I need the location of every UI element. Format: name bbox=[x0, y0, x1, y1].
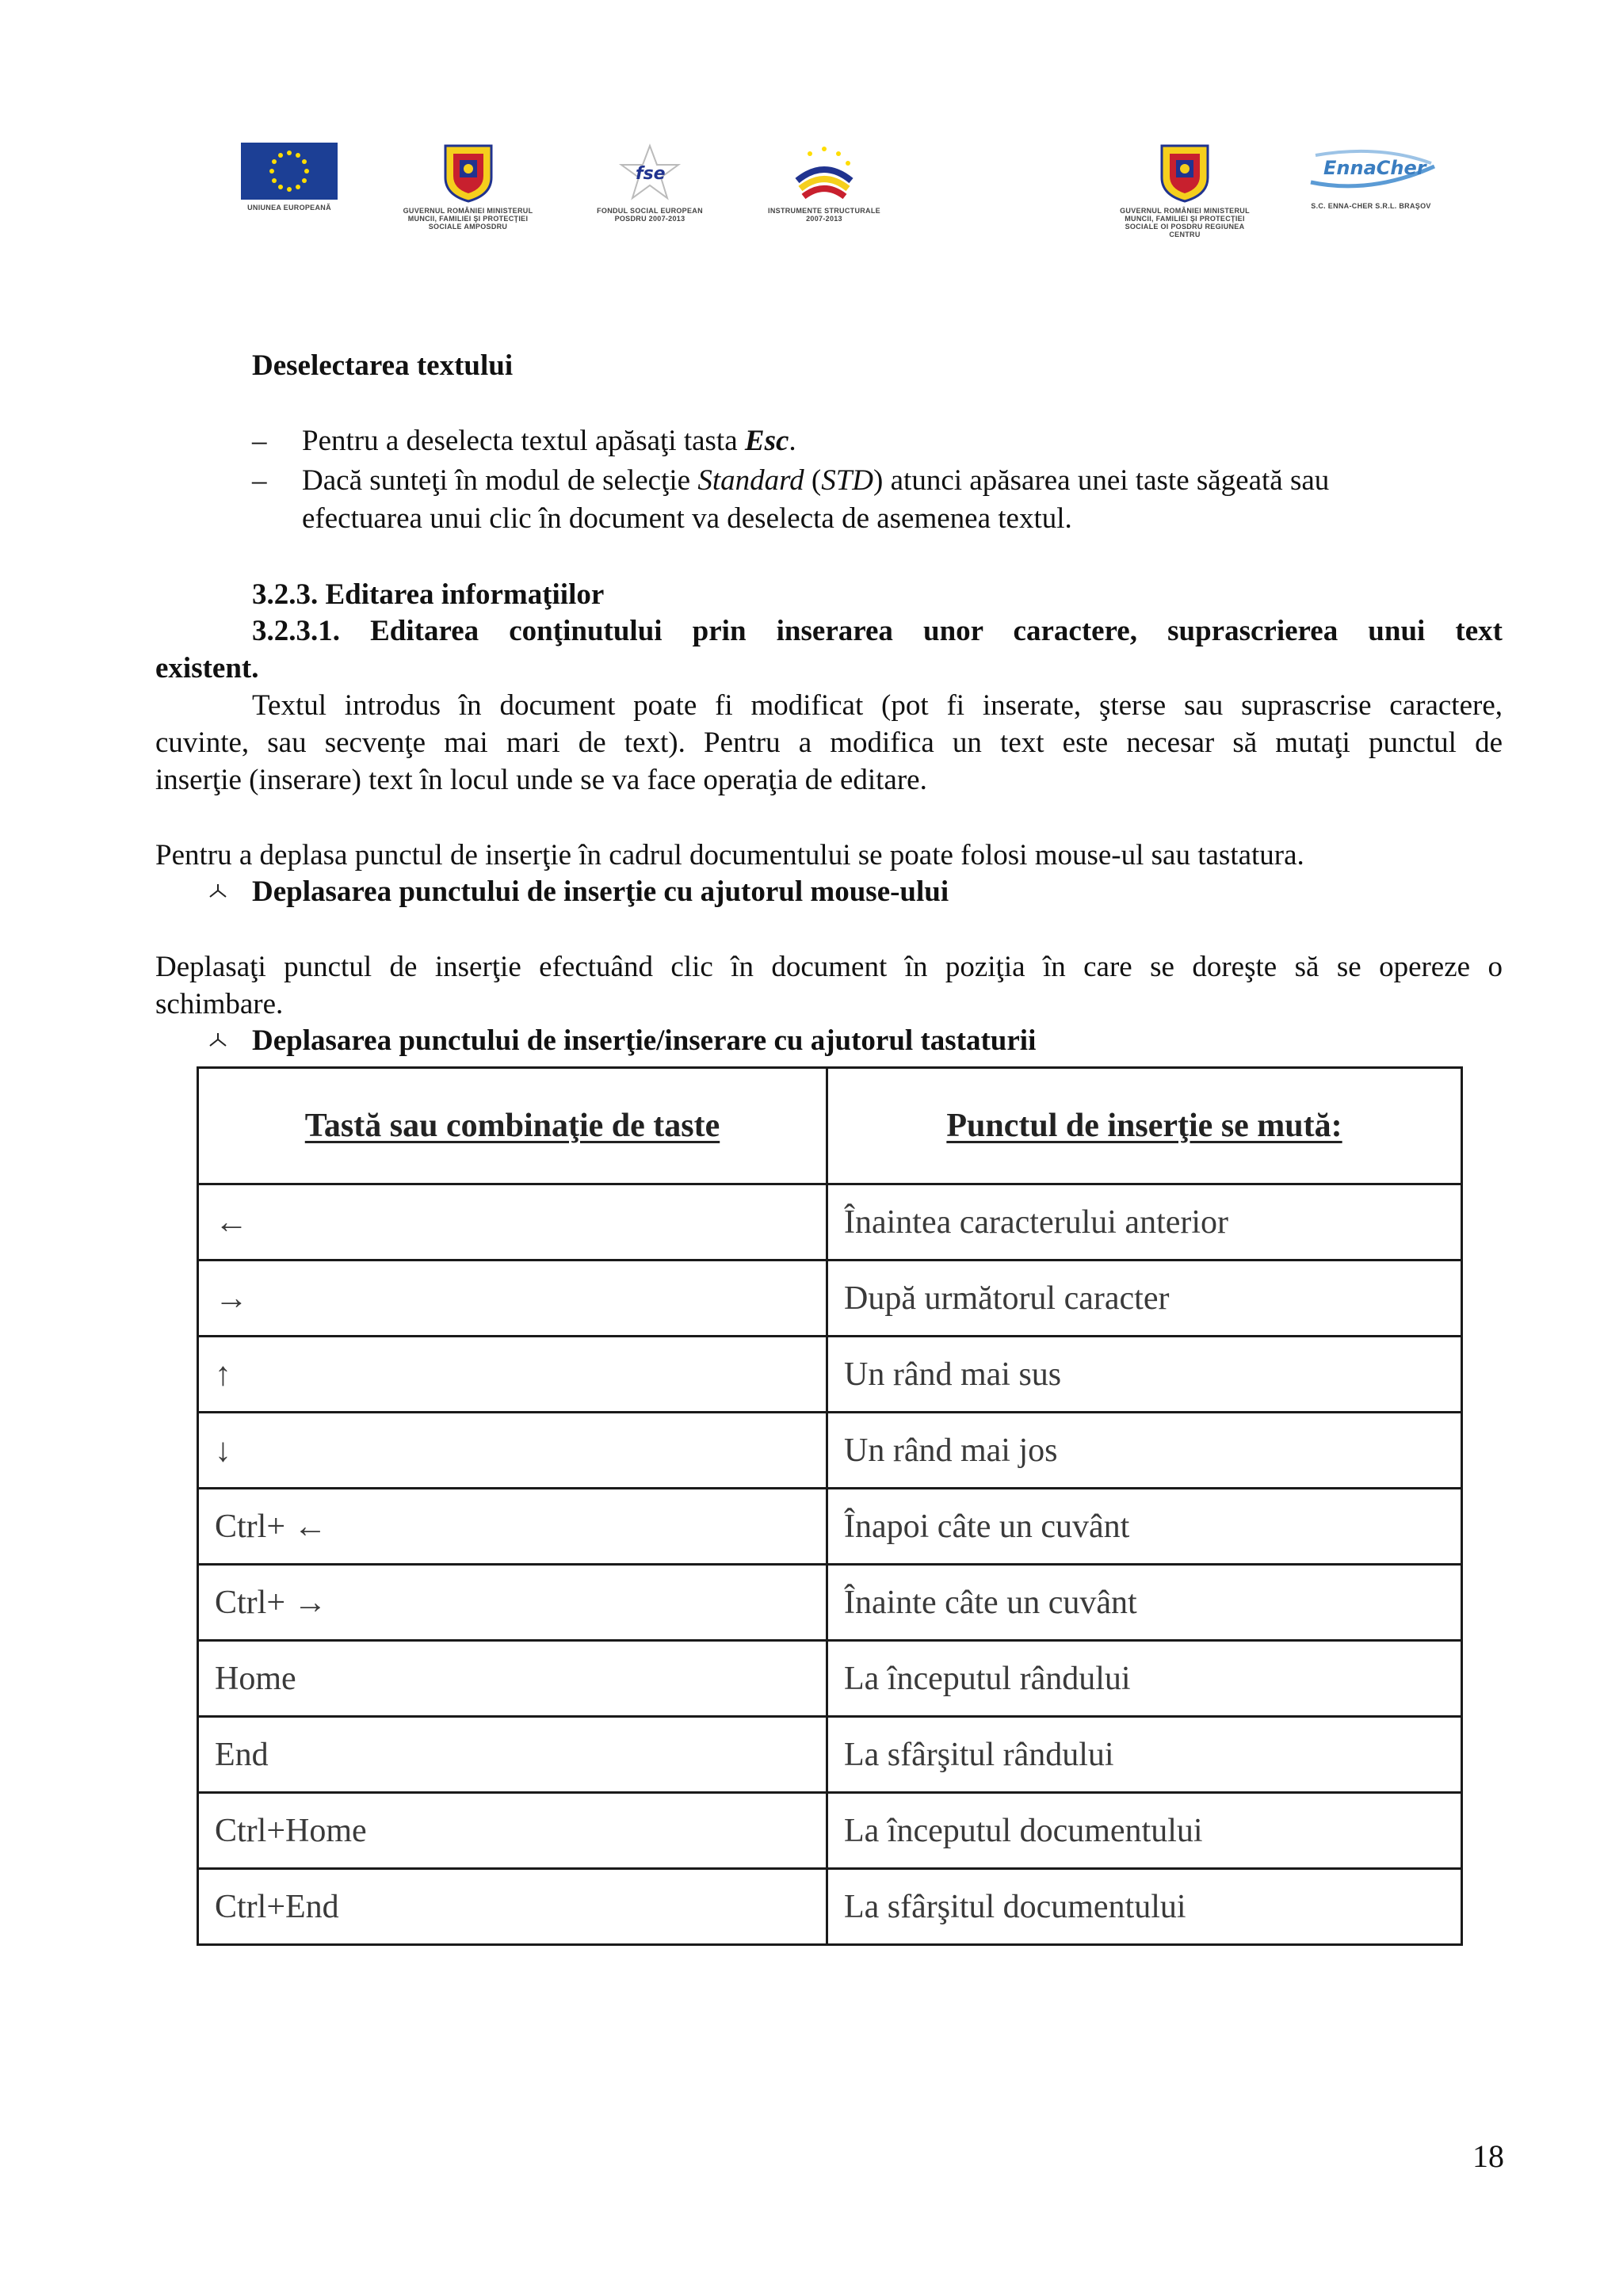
table-row bbox=[198, 1717, 1462, 1793]
key-cell: Ctrl+ ← bbox=[198, 1489, 827, 1565]
structural-instruments-icon bbox=[786, 143, 862, 203]
triangle-bullet-icon bbox=[208, 883, 228, 898]
header-action bbox=[827, 1068, 1462, 1184]
table-row bbox=[198, 1337, 1462, 1413]
subheading-keyboard: Deplasarea punctului de inserţie/inserare cu ajutorul tastaturii bbox=[252, 1024, 1037, 1057]
key-cell: ↑ bbox=[198, 1337, 827, 1413]
table-row bbox=[198, 1413, 1462, 1489]
triangle-bullet-icon bbox=[208, 1032, 228, 1047]
bullet-standard-line1 bbox=[302, 462, 1329, 499]
ministry-left-logo bbox=[395, 143, 541, 231]
header-action-label: Punctul de inserţie se mută: bbox=[946, 1108, 1342, 1144]
key-cell: → bbox=[198, 1261, 827, 1337]
eu-flag-icon bbox=[241, 143, 338, 200]
action-cell: La sfârşitul documentului bbox=[827, 1869, 1462, 1945]
eu-logo bbox=[230, 143, 349, 212]
table-header-row bbox=[198, 1068, 1462, 1184]
fse-mark: fse bbox=[636, 164, 666, 184]
keyboard-shortcuts-table bbox=[197, 1066, 1463, 1946]
bullet-standard-line2: efectuarea unui clic în document va deselecta de asemenea textul. bbox=[302, 502, 1072, 535]
bullet-standard-text: Dacă sunteţi în modul de selecţie bbox=[302, 464, 698, 497]
ennacher-swoosh-icon bbox=[1300, 143, 1442, 198]
table-row bbox=[198, 1869, 1462, 1945]
ministry-right-logo bbox=[1109, 143, 1260, 238]
paragraph-line: Textul introdus în document poate fi modificat (pot fi inserate, şterse sau suprascrise caractere, bbox=[252, 689, 1503, 722]
ministry-left-caption: GUVERNUL ROMÂNIEI MINISTERUL MUNCII, FAMILIEI ŞI PROTECŢIEI SOCIALE AMPOSDRU bbox=[403, 207, 533, 231]
table-row bbox=[198, 1489, 1462, 1565]
key-cell: ← bbox=[198, 1184, 827, 1261]
bullet-standard-text-end: ) atunci apăsarea unei taste săgeată sau bbox=[873, 464, 1330, 497]
ennacher-brand: EnnaCher bbox=[1323, 157, 1426, 179]
romania-coat-of-arms-icon bbox=[1159, 143, 1211, 203]
header-key-label: Tastă sau combinaţie de taste bbox=[304, 1108, 720, 1144]
structural-instruments-logo bbox=[761, 143, 888, 223]
key-cell: End bbox=[198, 1717, 827, 1793]
dash-bullet-icon: – bbox=[252, 425, 267, 457]
table-row bbox=[198, 1261, 1462, 1337]
action-cell: La începutul documentului bbox=[827, 1793, 1462, 1869]
bullet-esc-end: . bbox=[789, 425, 796, 457]
action-cell: La începutul rândului bbox=[827, 1641, 1462, 1717]
action-cell: La sfârşitul rândului bbox=[827, 1717, 1462, 1793]
header-key bbox=[198, 1068, 827, 1184]
ministry-right-caption: GUVERNUL ROMÂNIEI MINISTERUL MUNCII, FAMILIEI ŞI PROTECŢIEI SOCIALE OI POSDRU REGIUNEA CENTRU bbox=[1120, 207, 1250, 238]
ennacher-logo bbox=[1292, 143, 1450, 210]
section-title-3231-cont: existent. bbox=[155, 652, 259, 685]
bullet-esc bbox=[302, 422, 796, 460]
action-cell: Înainte câte un cuvânt bbox=[827, 1565, 1462, 1641]
structural-instruments-caption: INSTRUMENTE STRUCTURALE 2007-2013 bbox=[768, 207, 880, 223]
fse-caption: FONDUL SOCIAL EUROPEAN POSDRU 2007-2013 bbox=[597, 207, 703, 223]
deselect-heading: Deselectarea textului bbox=[252, 349, 514, 382]
std-abbr: STD bbox=[821, 464, 874, 497]
page-number: 18 bbox=[1472, 2138, 1504, 2174]
eu-caption: UNIUNEA EUROPEANĂ bbox=[247, 204, 331, 212]
key-cell: Home bbox=[198, 1641, 827, 1717]
esc-key: Esc bbox=[744, 425, 789, 457]
fse-logo bbox=[590, 143, 709, 223]
bullet-esc-text: Pentru a deselecta textul apăsaţi tasta bbox=[302, 425, 745, 457]
paren-open: ( bbox=[804, 464, 822, 497]
action-cell: Înaintea caracterului anterior bbox=[827, 1184, 1462, 1261]
action-cell: Un rând mai jos bbox=[827, 1413, 1462, 1489]
paragraph-line: inserţie (inserare) text în locul unde se va face operaţia de editare. bbox=[155, 764, 927, 796]
key-cell: ↓ bbox=[198, 1413, 827, 1489]
ennacher-caption: S.C. ENNA-CHER S.R.L. BRAŞOV bbox=[1311, 202, 1431, 210]
action-cell: Un rând mai sus bbox=[827, 1337, 1462, 1413]
section-title-323: 3.2.3. Editarea informaţiilor bbox=[252, 578, 605, 611]
table-row bbox=[198, 1793, 1462, 1869]
romania-coat-of-arms-icon bbox=[442, 143, 495, 203]
fse-star-icon bbox=[618, 143, 682, 203]
section-title-3231: 3.2.3.1. Editarea conţinutului prin inserarea unor caractere, suprascrierea unui text bbox=[252, 615, 1503, 647]
paragraph-line: Pentru a deplasa punctul de inserţie în cadrul documentului se poate folosi mouse-ul sau tastatura. bbox=[155, 839, 1304, 871]
standard-mode: Standard bbox=[697, 464, 804, 497]
dash-bullet-icon: – bbox=[252, 464, 267, 497]
key-cell: Ctrl+End bbox=[198, 1869, 827, 1945]
action-cell: După următorul caracter bbox=[827, 1261, 1462, 1337]
key-cell: Ctrl+Home bbox=[198, 1793, 827, 1869]
table-row bbox=[198, 1565, 1462, 1641]
key-cell: Ctrl+ → bbox=[198, 1565, 827, 1641]
action-cell: Înapoi câte un cuvânt bbox=[827, 1489, 1462, 1565]
table-row bbox=[198, 1184, 1462, 1261]
paragraph-line: Deplasaţi punctul de inserţie efectuând clic în document în poziţia în care se doreşte să se opereze o bbox=[155, 951, 1503, 983]
paragraph-line: schimbare. bbox=[155, 988, 284, 1020]
subheading-mouse: Deplasarea punctului de inserţie cu ajutorul mouse-ului bbox=[252, 875, 949, 908]
table-row bbox=[198, 1641, 1462, 1717]
paragraph-line: cuvinte, sau secvenţe mai mari de text). Pentru a modifica un text este necesar să mutaţi punctul de bbox=[155, 727, 1503, 759]
